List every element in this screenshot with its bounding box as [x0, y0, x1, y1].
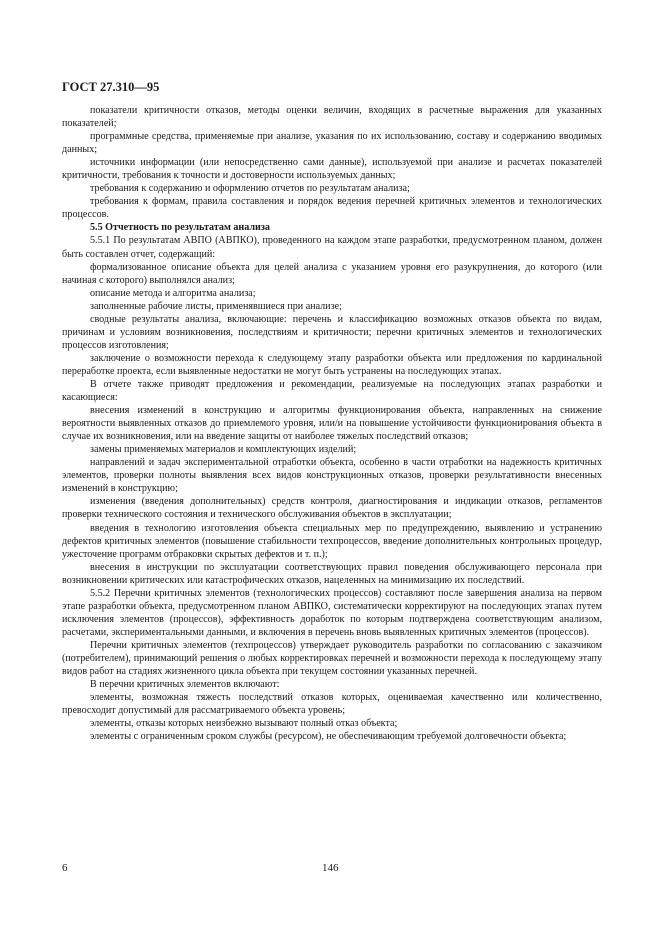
paragraph: 5.5.1 По результатам АВПО (АВПКО), проведенного на каждом этапе разработки, предусмотренном планом, должен быть составлен отчет, содержащий:: [62, 235, 602, 260]
paragraph: направлений и задач экспериментальной отработки объекта, особенно в части отработки на надежность критичных элементов, проверки полноты выявления всех видов конструкционных отказов, проверки результативности внесенных изменений в конструкцию;: [62, 457, 602, 495]
paragraph: замены применяемых материалов и комплектующих изделий;: [90, 444, 357, 456]
paragraph: элементы с ограниченным сроком службы (ресурсом), не обеспечивающим требуемой долговечности объекта;: [90, 731, 567, 743]
paragraph: заполненные рабочие листы, применявшиеся при анализе;: [90, 300, 342, 312]
paragraph: заключение о возможности перехода к следующему этапу разработки объекта или предложения по кардинальной переработке проекта, если выявленные недостатки не могут быть устранены на последующих этапах.: [62, 352, 602, 377]
paragraph: источники информации (или непосредственно сами данные), используемой при анализе и расчетах показателей критичности, требования к точности и достоверности используемых данных;: [62, 157, 602, 182]
paragraph: введения в технологию изготовления объекта специальных мер по предупреждению, выявлению и устранению дефектов критичных элементов (повышение стабильности техпроцессов, введение дополнительных контрольных процедур, ужесточение программ отбраковки скрытых дефектов и т. п.);: [62, 522, 602, 560]
paragraph: программные средства, применяемые при анализе, указания по их использованию, составу и содержанию вводимых данных;: [62, 131, 602, 156]
sheet-number: 146: [322, 862, 339, 874]
paragraph: показатели критичности отказов, методы оценки величин, входящих в расчетные выражения для указанных показателей;: [62, 105, 602, 130]
paragraph: требования к содержанию и оформлению отчетов по результатам анализа;: [90, 183, 410, 195]
paragraph: сводные результаты анализа, включающие: перечень и классификацию возможных отказов объекта по видам, причинам и условиям возникновения, последствиям и критичности; перечни критичных элементов и технологических процессов изготовления;: [62, 313, 602, 351]
paragraph: Перечни критичных элементов (техпроцессов) утверждает руководитель разработки по согласованию с заказчиком (потребителем), принимающий решения о любых корректировках перечней и возможности перехода к последующему этапу видов работ на стадиях жизненного цикла объекта при текущем состоянии указанных перечней.: [62, 639, 602, 678]
paragraph: внесения в инструкции по эксплуатации соответствующих правил поведения обслуживающего персонала при возникновении критических или катастрофических отказов, нацеленных на минимизацию их последствий.: [62, 561, 602, 586]
page-number: 6: [62, 862, 68, 874]
document-header: ГОСТ 27.310—95: [62, 80, 160, 94]
paragraph: изменения (введения дополнительных) средств контроля, диагностирования и индикации отказов, регламентов проверки технического состояния и технического обслуживания объектов в эксплуатации;: [62, 496, 602, 521]
section-heading: 5.5 Отчетность по результатам анализа: [90, 222, 270, 234]
document-body: [62, 104, 602, 743]
paragraph: элементы, отказы которых неизбежно вызывают полный отказ объекта;: [90, 718, 398, 730]
paragraph: требования к формам, правила составления и порядок ведения перечней критичных элементов и технологических процессов.: [62, 196, 602, 221]
paragraph: формализованное описание объекта для целей анализа с указанием уровня его разукрупнения, до которого (или начиная с которого) выполнялся анализ;: [62, 261, 602, 286]
paragraph: элементы, возможная тяжесть последствий отказов которых, оцениваемая качественно или количественно, превосходит допустимый для рассматриваемого объекта уровень;: [62, 692, 602, 717]
paragraph: 5.5.2 Перечни критичных элементов (технологических процессов) составляют после завершения анализа на первом этапе разработки объекта, предусмотренном планом АВПКО, систематически корректируют на последующих этапах путем исключения элементов (процессов), эффективность доработок по которым подтверждена соответствующим анализом, расчетами, экспериментальными данными, и включения в перечень вновь выявленных критичных элементов (процессов).: [62, 587, 602, 638]
paragraph: описание метода и алгоритма анализа;: [90, 287, 256, 299]
paragraph: В перечни критичных элементов включают:: [90, 679, 280, 691]
paragraph: В отчете также приводят предложения и рекомендации, реализуемые на последующих этапах разработки и касающиеся:: [62, 378, 602, 404]
paragraph: внесения изменений в конструкцию и алгоритмы функционирования объекта, направленных на снижение вероятности выявленных отказов до приемлемого уровня, или/и на повышение устойчивости функционирования объекта в случае их возникновения, или на введение защиты от наиболее тяжелых последствий отказов;: [62, 405, 602, 443]
